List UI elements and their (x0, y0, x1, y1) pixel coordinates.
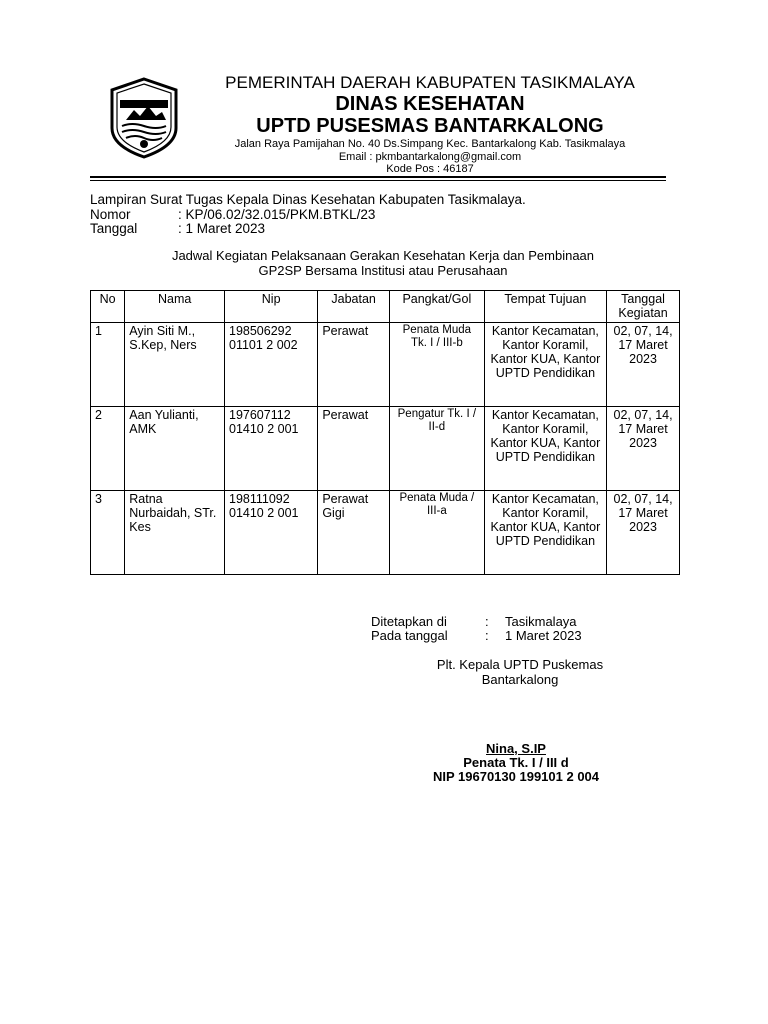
cell-tempat: Kantor Kecamatan, Kantor Koramil, Kantor KUA, Kantor UPTD Pendidikan (484, 491, 606, 575)
col-header-nip: Nip (225, 291, 318, 323)
regency-logo (104, 76, 184, 160)
cell-jabatan: Perawat (318, 407, 390, 491)
cell-no: 1 (91, 323, 125, 407)
table-row (91, 323, 680, 407)
cell-tanggal: 02, 07, 14, 17 Maret 2023 (607, 407, 680, 491)
regency-emblem-icon (104, 76, 184, 160)
letter-number-row (90, 207, 375, 222)
stipulated-date-colon: : (485, 628, 489, 643)
letter-number-value: : KP/06.02/32.015/PKM.BTKL/23 (178, 207, 376, 222)
cell-tempat: Kantor Kecamatan, Kantor Koramil, Kantor KUA, Kantor UPTD Pendidikan (484, 323, 606, 407)
table-header-row (91, 291, 680, 323)
cell-nama: Aan Yulianti, AMK (125, 407, 225, 491)
cell-nip: 198111092 01410 2 001 (225, 491, 318, 575)
header-government: PEMERINTAH DAERAH KABUPATEN TASIKMALAYA (225, 73, 635, 92)
cell-jabatan: Perawat (318, 323, 390, 407)
table-row (91, 491, 680, 575)
schedule-title (90, 248, 676, 278)
letter-date-value: : 1 Maret 2023 (178, 221, 266, 236)
cell-jabatan: Perawat Gigi (318, 491, 390, 575)
stipulated-date-label: Pada tanggal (371, 628, 448, 643)
letter-date-row (90, 221, 265, 236)
col-header-tempat: Tempat Tujuan (484, 291, 606, 323)
signatory-title (400, 657, 640, 687)
stipulated-date-value: 1 Maret 2023 (505, 628, 582, 643)
stipulated-date-row (371, 628, 582, 643)
stipulated-at-label: Ditetapkan di (371, 614, 447, 629)
letter-date-label: Tanggal (90, 221, 138, 236)
col-header-no: No (91, 291, 125, 323)
signatory-nip: NIP 19670130 199101 2 004 (432, 769, 600, 784)
cell-pangkat: Penata Muda Tk. I / III-b (390, 323, 485, 407)
header-postal-code: Kode Pos : 46187 (386, 163, 474, 175)
cell-pangkat: Pengatur Tk. I / II-d (390, 407, 485, 491)
cell-nip: 198506292 01101 2 002 (225, 323, 318, 407)
cell-tanggal: 02, 07, 14, 17 Maret 2023 (607, 491, 680, 575)
stipulated-at-value: Tasikmalaya (505, 614, 577, 629)
col-header-nama: Nama (125, 291, 225, 323)
cell-nip: 197607112 01410 2 001 (225, 407, 318, 491)
col-header-pangkat: Pangkat/Gol (390, 291, 485, 323)
header-department: DINAS KESEHATAN (335, 93, 525, 115)
cell-no: 3 (91, 491, 125, 575)
col-header-tanggal: Tanggal Kegiatan (607, 291, 680, 323)
header-unit: UPTD PUSESMAS BANTARKALONG (256, 115, 604, 137)
header-email: Email : pkmbantarkalong@gmail.com (338, 151, 522, 163)
signatory-name: Nina, S.IP (486, 741, 546, 756)
logo-label: KAB. TASIKMALAYA (120, 96, 168, 102)
header-address: Jalan Raya Pamijahan No. 40 Ds.Simpang Kec. Bantarkalong Kab. Tasikmalaya (234, 138, 626, 150)
cell-pangkat: Penata Muda / III-a (390, 491, 485, 575)
cell-no: 2 (91, 407, 125, 491)
signatory-rank: Penata Tk. I / III d (463, 755, 569, 770)
letter-number-label: Nomor (90, 207, 131, 222)
stipulated-at-row (371, 614, 577, 629)
cell-nama: Ayin Siti M., S.Kep, Ners (125, 323, 225, 407)
schedule-title-line1: Jadwal Kegiatan Pelaksanaan Gerakan Kesehatan Kerja dan Pembinaan (171, 248, 595, 263)
header-divider-thick (90, 176, 666, 178)
header-divider-thin (90, 180, 666, 181)
schedule-table (90, 290, 680, 575)
signatory-title-line2: Bantarkalong (481, 672, 559, 687)
attachment-line: Lampiran Surat Tugas Kepala Dinas Kesehatan Kabupaten Tasikmalaya. (90, 192, 526, 207)
cell-nama: Ratna Nurbaidah, STr. Kes (125, 491, 225, 575)
cell-tempat: Kantor Kecamatan, Kantor Koramil, Kantor KUA, Kantor UPTD Pendidikan (484, 407, 606, 491)
table-row (91, 407, 680, 491)
stipulated-at-colon: : (485, 614, 489, 629)
col-header-jabatan: Jabatan (318, 291, 390, 323)
signatory-title-line1: Plt. Kepala UPTD Puskemas (436, 657, 604, 672)
cell-tanggal: 02, 07, 14, 17 Maret 2023 (607, 323, 680, 407)
schedule-title-line2: GP2SP Bersama Institusi atau Perusahaan (258, 263, 508, 278)
